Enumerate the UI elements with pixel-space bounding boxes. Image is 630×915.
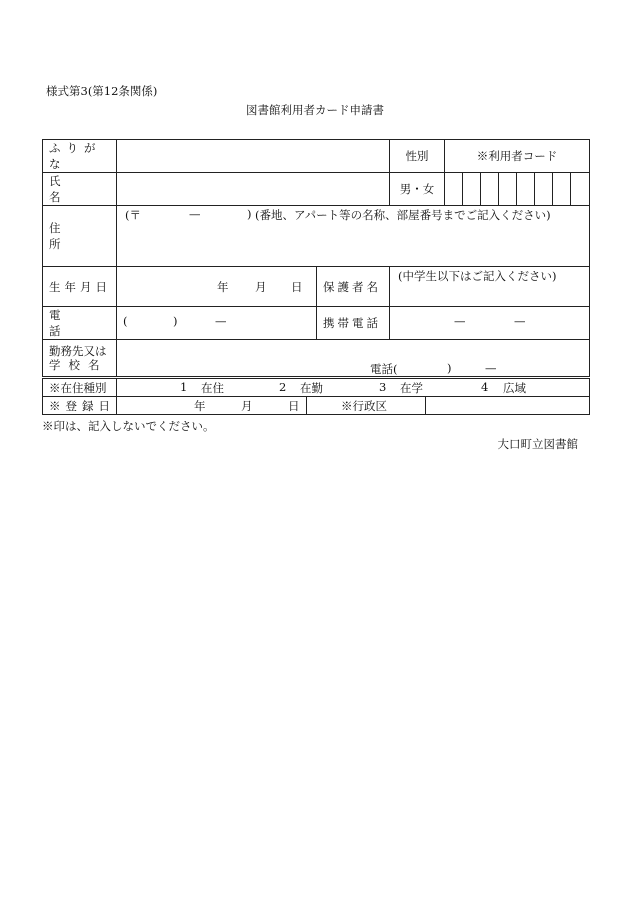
postal-close: ) (247, 207, 252, 221)
user-code-box (463, 173, 481, 206)
residency-option-4: 広域 (503, 381, 526, 395)
district-label: ※行政区 (341, 399, 387, 413)
office-use-table (42, 378, 590, 415)
guardian-label: 保護者名 (317, 267, 390, 307)
user-code-label: ※利用者コード (445, 140, 590, 173)
registration-year: 年 (194, 399, 206, 413)
user-code-box (481, 173, 499, 206)
postal-open: (〒 (125, 208, 141, 222)
district-field (426, 397, 590, 415)
furigana-field[interactable] (117, 140, 390, 173)
address-field[interactable] (117, 206, 590, 267)
phone-dash: — (215, 314, 227, 328)
guardian-field[interactable] (390, 267, 590, 307)
user-code-box (535, 173, 553, 206)
phone-open: ( (123, 314, 128, 328)
name-field[interactable] (117, 173, 390, 206)
residency-option-4-num: 4 (481, 380, 489, 394)
birth-year: 年 (217, 280, 229, 294)
address-hint: (番地、アパート等の名称、部屋番号までご記入ください) (255, 208, 551, 222)
library-name: 大口町立図書館 (497, 437, 578, 451)
residency-label: ※在住種別 (43, 379, 117, 397)
mobile-field[interactable] (390, 307, 590, 340)
phone-label-cell (43, 307, 117, 340)
user-code-box (553, 173, 571, 206)
mobile-dash-2: — (514, 314, 526, 328)
form-number: 様式第3(第12条関係) (46, 84, 158, 98)
gender-label: 性別 (390, 140, 445, 173)
residency-option-1: 在住 (201, 381, 224, 395)
form-title: 図書館利用者カード申請書 (246, 103, 384, 117)
workplace-label-line-2: 学校名 (49, 358, 108, 372)
workplace-phone-close: ) (447, 361, 452, 375)
user-code-box (571, 173, 590, 206)
residency-option-2: 在勤 (300, 381, 323, 395)
phone-label: 電話 (49, 308, 99, 338)
workplace-phone: 電話( (370, 362, 398, 376)
birthdate-label: 生年月日 (43, 267, 117, 307)
application-form-table (42, 139, 590, 377)
registration-day: 日 (288, 399, 300, 413)
workplace-label-line-1: 勤務先又は (49, 344, 107, 358)
mobile-label: 携帯電話 (317, 307, 390, 340)
phone-close: ) (173, 314, 178, 328)
guardian-hint: (中学生以下はご記入ください) (398, 269, 557, 283)
registration-month: 月 (241, 399, 253, 413)
residency-option-3: 在学 (400, 381, 423, 395)
name-label-cell (43, 173, 117, 206)
address-label: 住所 (49, 221, 99, 251)
district-label-cell (307, 397, 426, 415)
birth-day: 日 (291, 280, 303, 294)
birthdate-field[interactable] (117, 267, 317, 307)
registration-label: ※登録日 (43, 397, 117, 415)
registration-field (117, 397, 307, 415)
workplace-phone-dash: — (485, 361, 497, 375)
mobile-dash-1: — (454, 314, 466, 328)
address-label-cell (43, 206, 117, 267)
residency-option-1-num: 1 (180, 380, 188, 394)
user-code-box (445, 173, 463, 206)
user-code-box (517, 173, 535, 206)
gender-options[interactable]: 男・女 (390, 173, 445, 206)
residency-option-2-num: 2 (279, 380, 287, 394)
residency-field (117, 379, 590, 397)
residency-option-3-num: 3 (379, 380, 387, 394)
name-label: 氏名 (49, 174, 99, 204)
user-code-box (499, 173, 517, 206)
furigana-label: ふりがな (43, 140, 117, 173)
workplace-field[interactable] (117, 340, 590, 377)
footer-note: ※印は、記入しないでください。 (42, 419, 215, 433)
postal-dash: — (189, 207, 201, 221)
phone-field[interactable] (117, 307, 317, 340)
birth-month: 月 (255, 280, 267, 294)
workplace-label (43, 340, 117, 377)
